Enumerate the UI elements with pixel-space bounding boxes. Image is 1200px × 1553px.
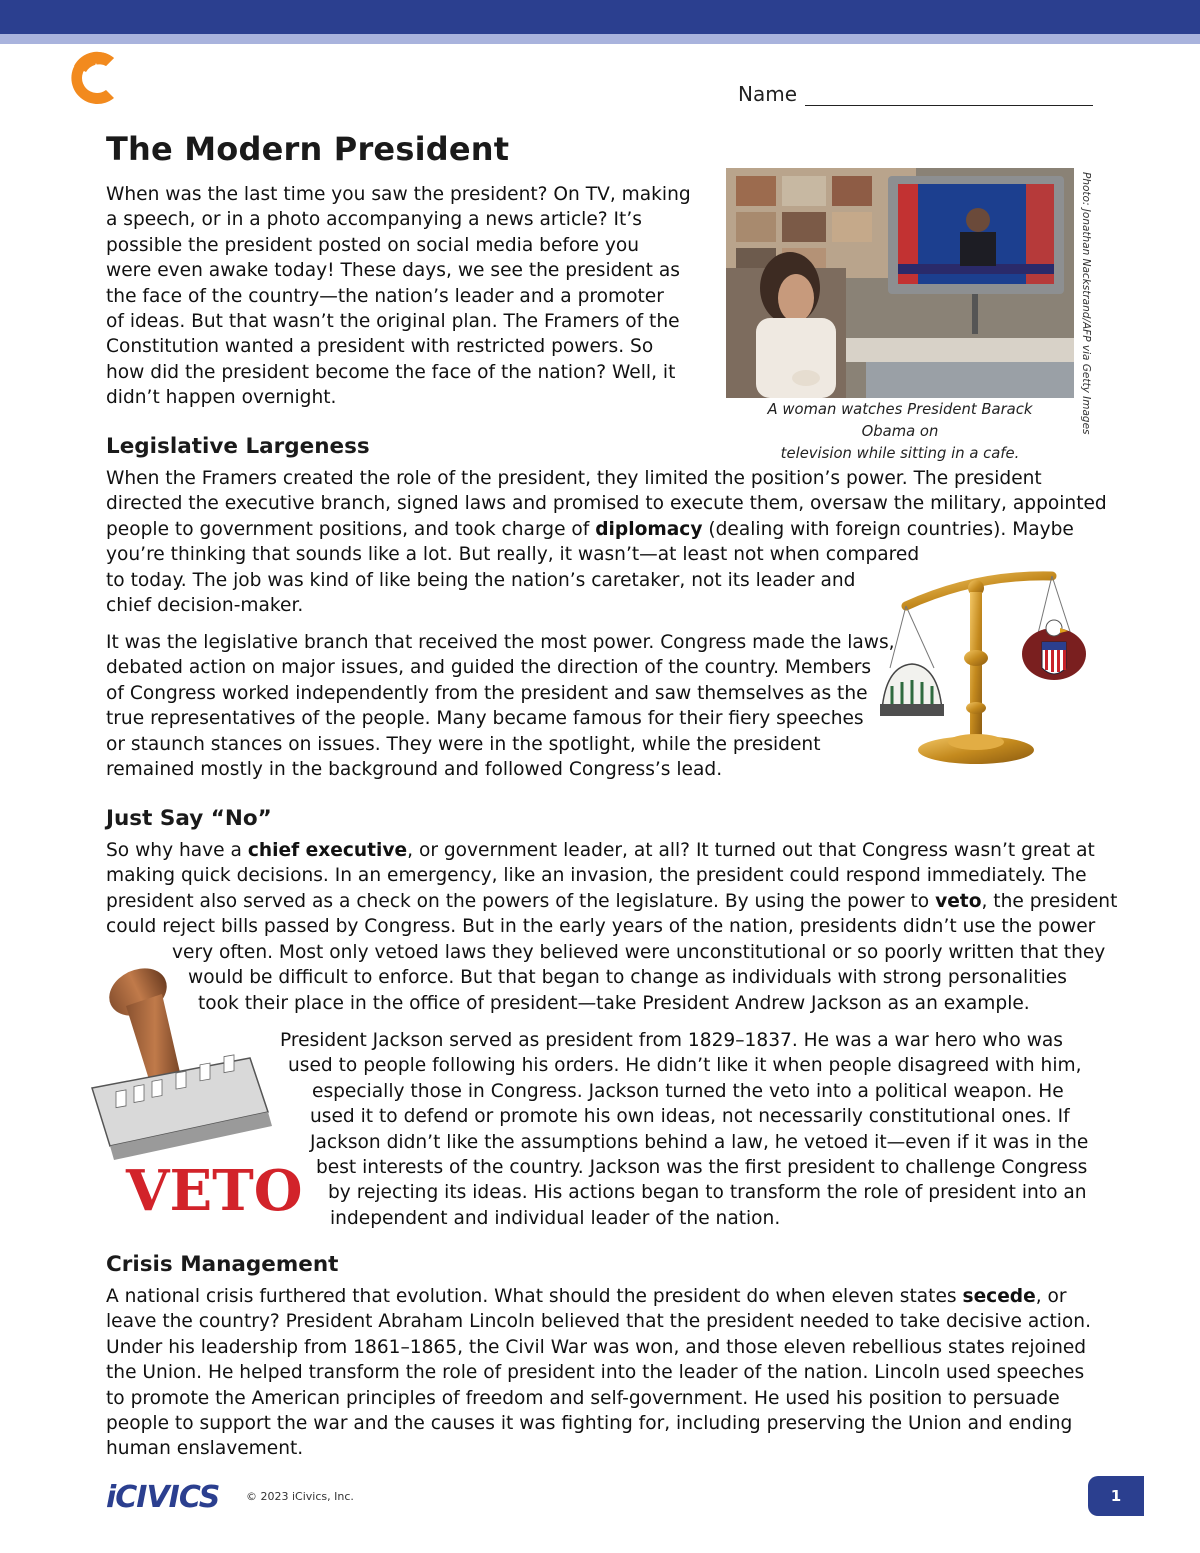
text-run: people to support the war and the causes it was fighting for, including preserving the Union and ending	[106, 1413, 1073, 1435]
just-say-no-paragraph-2	[280, 1028, 1088, 1231]
text-line: of ideas. But that wasn’t the original plan. The Framers of the	[106, 311, 680, 333]
text-run: took their place in the office of president—take President Andrew Jackson as an example.	[198, 992, 1030, 1014]
text-run: to promote the American principles of freedom and self-government. He used his position to persuade	[106, 1387, 1060, 1409]
text-run: human enslavement.	[106, 1438, 304, 1460]
page-number-badge	[1088, 1476, 1144, 1516]
text-run: you’re thinking that sounds like a lot. But really, it wasn’t—at least not when compared	[106, 544, 920, 566]
text-line	[106, 1284, 1091, 1309]
text-line: possible the president posted on social media before you	[106, 234, 640, 256]
text-line: didn’t happen overnight.	[106, 387, 337, 409]
text-line	[106, 1386, 1091, 1411]
veto-stamp-text: VETO	[126, 1158, 303, 1224]
text-run: , or government leader, at all? It turned out that Congress wasn’t great at	[407, 840, 1095, 861]
text-line	[106, 466, 1107, 491]
text-line: It was the legislative branch that received the most power. Congress made the laws,	[106, 632, 895, 653]
text-line	[106, 1411, 1091, 1436]
text-line: debated action on major issues, and guided the direction of the country. Members	[106, 657, 872, 679]
heading-legislative-largeness: Legislative Largeness	[106, 434, 370, 459]
text-line: the face of the country—the nation’s leader and a promoter	[106, 285, 664, 307]
top-banner	[0, 0, 1200, 34]
text-run: president also served as a check on the powers of the legislature. By using the power to	[106, 890, 936, 912]
text-line	[106, 491, 1107, 516]
text-line: President Jackson served as president from 1829–1837. He was a war hero who was	[280, 1030, 1063, 1051]
text-line: were even awake today! These days, we see the president as	[106, 260, 680, 282]
text-line: of Congress worked independently from the president and saw themselves as the	[106, 682, 868, 704]
text-run: A national crisis furthered that evolution. What should the president do when eleven states	[106, 1286, 963, 1307]
text-run: So why have a	[106, 840, 248, 861]
text-line	[106, 1335, 1091, 1360]
name-blank-line[interactable]	[805, 84, 1093, 106]
text-run: (dealing with foreign countries). Maybe	[702, 518, 1074, 540]
text-run: , the president	[981, 890, 1118, 912]
text-line: used to people following his orders. He didn’t like it when people disagreed with him,	[288, 1055, 1082, 1077]
text-run: to today. The job was kind of like being the nation’s caretaker, not its leader and	[106, 569, 856, 591]
vocab-term: diplomacy	[595, 518, 703, 540]
scales-of-justice-illustration	[876, 558, 1102, 780]
text-run: chief decision-maker.	[106, 595, 304, 617]
vocab-term: chief executive	[247, 840, 408, 861]
text-line: Jackson didn’t like the assumptions behind a law, he vetoed it—even if it was in the	[310, 1131, 1089, 1153]
text-run: , or	[1035, 1286, 1067, 1307]
icivics-c-star-logo	[66, 46, 126, 110]
text-run: Under his leadership from 1861–1865, the Civil War was won, and those eleven rebellious states rejoined	[106, 1336, 1087, 1358]
legislative-paragraph-2	[106, 630, 895, 782]
text-line: or staunch stances on issues. They were in the spotlight, while the president	[106, 733, 821, 755]
copyright-notice: © 2023 iCivics, Inc.	[246, 1490, 354, 1503]
intro-paragraph	[106, 182, 691, 411]
name-label: Name	[738, 82, 798, 106]
top-banner-stripe	[0, 34, 1200, 44]
text-line: independent and individual leader of the nation.	[330, 1207, 781, 1229]
text-line	[106, 1309, 1091, 1334]
text-line	[106, 1436, 1091, 1461]
page-title: The Modern President	[106, 130, 510, 168]
heading-just-say-no: Just Say “No”	[106, 806, 272, 831]
text-line: used it to defend or promote his own ideas, not necessarily constitutional ones. If	[310, 1106, 1070, 1128]
vocab-term: veto	[935, 890, 982, 912]
text-run: would be difficult to enforce. But that began to change as individuals with strong personalities	[188, 967, 1067, 989]
text-line: When was the last time you saw the president? On TV, making	[106, 184, 691, 205]
crisis-management-paragraph	[106, 1284, 1091, 1462]
vocab-term: secede	[962, 1286, 1036, 1307]
caption-line-2: television while sitting in a cafe.	[780, 445, 1020, 462]
text-line	[106, 1360, 1091, 1385]
just-say-no-paragraph-1	[106, 838, 1117, 940]
text-line: Constitution wanted a president with restricted powers. So	[106, 336, 654, 358]
photo-credit: Photo: Jonathan Nackstrand/AFP via Getty Images	[1080, 172, 1092, 435]
text-line	[106, 914, 1117, 939]
text-line	[106, 838, 1117, 863]
name-field[interactable]	[738, 82, 1093, 106]
text-line: a speech, or in a photo accompanying a news article? It’s	[106, 209, 642, 231]
text-run: the Union. He helped transform the role of president into the leader of the nation. Lincoln used speeches	[106, 1362, 1085, 1384]
text-run: directed the executive branch, signed laws and promised to execute them, oversaw the military, appointed	[106, 493, 1107, 515]
text-run: When the Framers created the role of the president, they limited the position’s power. The president	[106, 468, 1042, 489]
text-run: very often. Most only vetoed laws they believed were unconstitutional or so poorly written that they	[172, 942, 1106, 963]
text-line: how did the president become the face of the nation? Well, it	[106, 361, 676, 383]
text-line: true representatives of the people. Many became famous for their fiery speeches	[106, 708, 864, 730]
text-line	[106, 863, 1117, 888]
caption-line-1: A woman watches President Barack Obama on	[767, 401, 1033, 440]
veto-stamp-illustration	[80, 962, 304, 1230]
icivics-footer-logo: iCIVICS	[106, 1480, 220, 1515]
photo-caption	[740, 399, 1060, 465]
text-line: especially those in Congress. Jackson turned the veto into a political weapon. He	[312, 1080, 1064, 1102]
text-line: best interests of the country. Jackson was the first president to challenge Congress	[316, 1157, 1088, 1179]
text-line: by rejecting its ideas. His actions began to transform the role of president into an	[328, 1182, 1087, 1204]
page-number: 1	[1110, 1487, 1122, 1505]
text-line	[106, 517, 1107, 542]
heading-crisis-management: Crisis Management	[106, 1252, 339, 1277]
text-line	[106, 889, 1117, 914]
text-run: leave the country? President Abraham Lincoln believed that the president needed to take decisive action.	[106, 1311, 1091, 1333]
text-run: making quick decisions. In an emergency, like an invasion, the president could respond immediately. The	[106, 865, 1087, 887]
cafe-tv-photo	[726, 168, 1074, 398]
text-line: remained mostly in the background and followed Congress’s lead.	[106, 759, 723, 781]
text-run: could reject bills passed by Congress. But in the early years of the nation, presidents didn’t use the power	[106, 916, 1096, 938]
text-run: people to government positions, and took charge of	[106, 518, 596, 540]
